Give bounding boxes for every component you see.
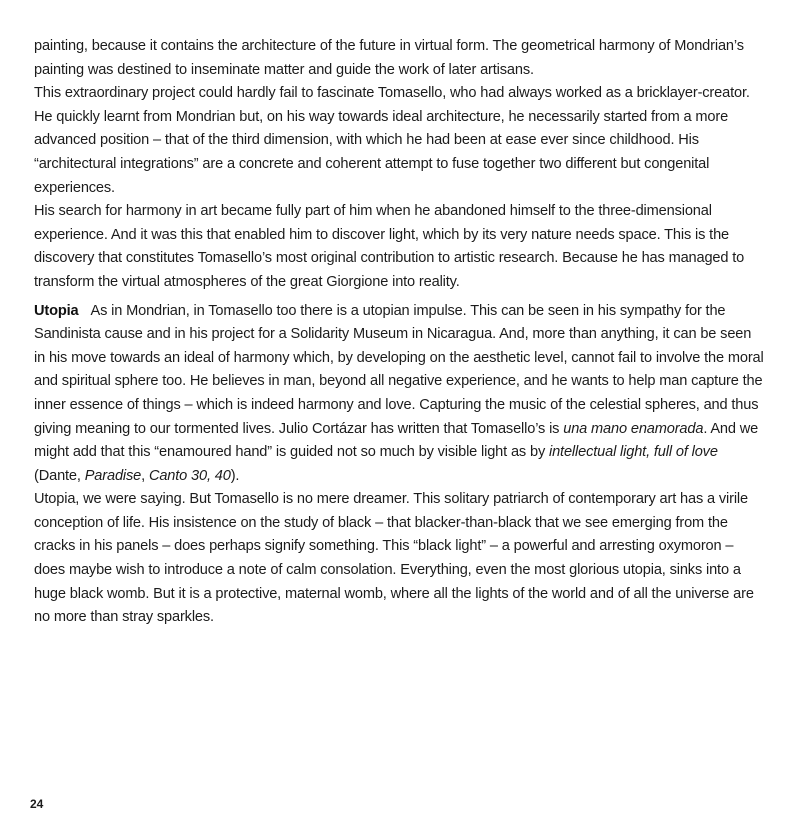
paragraph-bricklayer-creator: This extraordinary project could hardly fail to fascinate Tomasello, who had always worked as a bricklayer-creator. He quickly learnt from Mondrian but, on his way towards ideal architecture, he necessarily started from a more advanced position – that of the third dimension, with which he had been at ease ever since childhood. His “architectural integrations” are a concrete and coherent attempt to fuse together two different but congenital experiences. [34, 85, 750, 196]
utopia-italic-paradise: Paradise [84, 467, 142, 484]
page-body [34, 35, 766, 630]
paragraph-mondrian-painting: painting, because it contains the architecture of the future in virtual form. The geometrical harmony of Mondrian’s painting was destined to inseminate matter and guide the work of later artisans. [34, 38, 744, 78]
utopia-italic-una-mano: una mano enamorada [563, 420, 704, 437]
utopia-text-b: . And we might add that this “enamoured hand” is guided not so much by visible light as by [34, 420, 759, 461]
utopia-italic-intellectual-light: intellectual light, full of love [549, 444, 718, 461]
utopia-text-a: As in Mondrian, in Tomasello too there is a utopian impulse. This can be seen in his sympathy for the Sandinista cause and in his project for a Solidarity Museum in Nicaragua. And, more than anything, it can be seen in his move towards an ideal of harmony which, by developing on the aesthetic level, cannot fail to involve the moral and spiritual sphere too. He believes in man, beyond all negative experience, and he wants to help man capture the inner essence of things – which is indeed harmony and love. Capturing the music of the celestial spheres, and thus giving meaning to our tormented lives. Julio Cortázar has written that Tomasello’s is [34, 302, 764, 437]
utopia-text-d: , [141, 467, 149, 484]
section-heading-utopia: Utopia [34, 302, 79, 319]
paragraph-utopia [34, 300, 766, 489]
utopia-italic-canto: Canto 30, 40 [148, 467, 231, 484]
paragraph-harmony-light: His search for harmony in art became fully part of him when he abandoned himself to the three-dimensional experience. And it was this that enabled him to discover light, which by its very nature needs space. This is the discovery that constitutes Tomasello’s most original contribution to artistic research. Because he has managed to transform the virtual atmospheres of the great Giorgione into reality. [34, 203, 745, 290]
utopia-text-c: (Dante, [34, 467, 85, 484]
utopia-text-e: ). [230, 467, 240, 484]
page-number: 24 [30, 797, 44, 811]
paragraph-black-light: Utopia, we were saying. But Tomasello is no mere dreamer. This solitary patriarch of contemporary art has a virile conception of life. His insistence on the study of black – that blacker-than-black that we see emerging from the cracks in his panels – does perhaps signify something. This “black light” – a powerful and arresting oxymoron – does maybe wish to introduce a note of calm consolation. Everything, even the most glorious utopia, sinks into a huge black womb. But it is a protective, maternal womb, where all the lights of the world and of all the universe are no more than stray sparkles. [34, 491, 754, 626]
